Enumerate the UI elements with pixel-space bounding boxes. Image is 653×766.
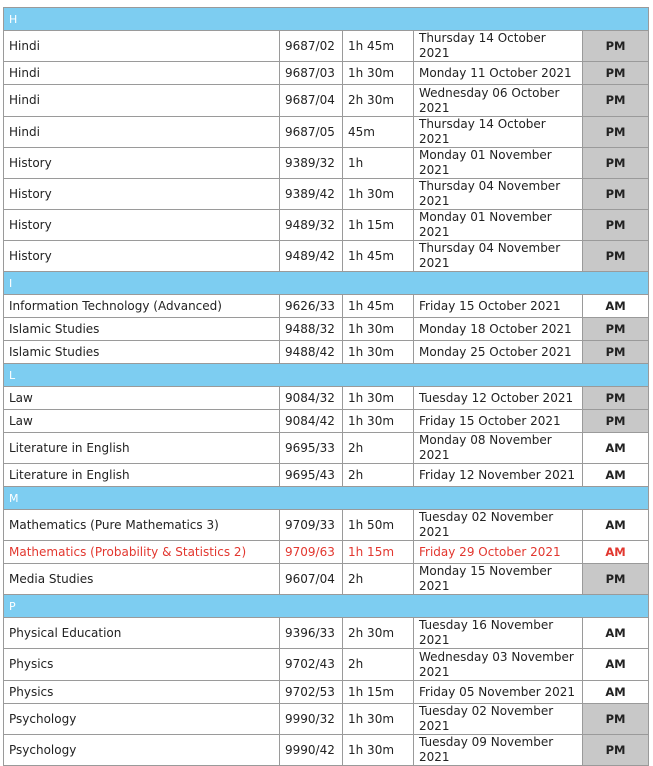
table-row <box>4 85 649 117</box>
subject-cell: Information Technology (Advanced) <box>4 295 280 318</box>
table-row <box>4 341 649 364</box>
duration-cell: 1h <box>343 148 414 179</box>
session-cell: AM <box>583 681 649 704</box>
duration-cell: 2h <box>343 564 414 595</box>
session-cell: PM <box>583 210 649 241</box>
subject-cell: Physics <box>4 649 280 681</box>
session-cell: PM <box>583 241 649 272</box>
duration-cell: 1h 15m <box>343 681 414 704</box>
duration-cell: 1h 45m <box>343 31 414 62</box>
session-cell: AM <box>583 649 649 681</box>
session-cell: PM <box>583 704 649 735</box>
duration-cell: 1h 15m <box>343 210 414 241</box>
code-cell: 9695/33 <box>280 433 343 464</box>
session-cell: AM <box>583 464 649 487</box>
table-row <box>4 148 649 179</box>
exam-timetable <box>3 7 649 766</box>
code-cell: 9702/43 <box>280 649 343 681</box>
table-row <box>4 387 649 410</box>
subject-cell: Mathematics (Pure Mathematics 3) <box>4 510 280 541</box>
subject-cell: History <box>4 179 280 210</box>
table-row <box>4 618 649 649</box>
code-cell: 9702/53 <box>280 681 343 704</box>
letter-header-row <box>4 8 649 31</box>
session-cell: AM <box>583 618 649 649</box>
date-cell: Friday 15 October 2021 <box>414 295 583 318</box>
date-cell: Tuesday 02 November 2021 <box>414 510 583 541</box>
session-cell: AM <box>583 541 649 564</box>
duration-cell: 2h <box>343 649 414 681</box>
duration-cell: 1h 15m <box>343 541 414 564</box>
duration-cell: 1h 30m <box>343 179 414 210</box>
code-cell: 9626/33 <box>280 295 343 318</box>
subject-cell: History <box>4 210 280 241</box>
session-cell: PM <box>583 148 649 179</box>
session-cell: PM <box>583 410 649 433</box>
code-cell: 9709/33 <box>280 510 343 541</box>
date-cell: Wednesday 06 October 2021 <box>414 85 583 117</box>
duration-cell: 1h 30m <box>343 410 414 433</box>
date-cell: Tuesday 02 November 2021 <box>414 704 583 735</box>
subject-cell: Media Studies <box>4 564 280 595</box>
date-cell: Wednesday 03 November 2021 <box>414 649 583 681</box>
duration-cell: 1h 30m <box>343 62 414 85</box>
duration-cell: 1h 30m <box>343 704 414 735</box>
date-cell: Monday 18 October 2021 <box>414 318 583 341</box>
subject-cell: Physical Education <box>4 618 280 649</box>
table-row <box>4 179 649 210</box>
code-cell: 9084/32 <box>280 387 343 410</box>
date-cell: Friday 12 November 2021 <box>414 464 583 487</box>
letter-header-row <box>4 487 649 510</box>
table-row <box>4 704 649 735</box>
date-cell: Monday 01 November 2021 <box>414 210 583 241</box>
subject-cell: Hindi <box>4 117 280 148</box>
table-row <box>4 31 649 62</box>
code-cell: 9489/42 <box>280 241 343 272</box>
section-letter: M <box>4 487 649 510</box>
code-cell: 9687/04 <box>280 85 343 117</box>
table-row <box>4 735 649 766</box>
date-cell: Tuesday 16 November 2021 <box>414 618 583 649</box>
section-letter: P <box>4 595 649 618</box>
session-cell: PM <box>583 564 649 595</box>
session-cell: PM <box>583 62 649 85</box>
duration-cell: 2h <box>343 433 414 464</box>
date-cell: Thursday 04 November 2021 <box>414 241 583 272</box>
subject-cell: Literature in English <box>4 433 280 464</box>
table-row <box>4 649 649 681</box>
code-cell: 9687/05 <box>280 117 343 148</box>
table-row <box>4 410 649 433</box>
section-letter: H <box>4 8 649 31</box>
table-row <box>4 62 649 85</box>
subject-cell: Literature in English <box>4 464 280 487</box>
code-cell: 9607/04 <box>280 564 343 595</box>
date-cell: Friday 29 October 2021 <box>414 541 583 564</box>
subject-cell: Islamic Studies <box>4 341 280 364</box>
session-cell: PM <box>583 85 649 117</box>
duration-cell: 1h 45m <box>343 295 414 318</box>
subject-cell: Hindi <box>4 31 280 62</box>
session-cell: PM <box>583 318 649 341</box>
session-cell: PM <box>583 341 649 364</box>
subject-cell: Islamic Studies <box>4 318 280 341</box>
date-cell: Tuesday 12 October 2021 <box>414 387 583 410</box>
table-row <box>4 117 649 148</box>
date-cell: Thursday 14 October 2021 <box>414 31 583 62</box>
session-cell: PM <box>583 735 649 766</box>
duration-cell: 1h 45m <box>343 241 414 272</box>
code-cell: 9709/63 <box>280 541 343 564</box>
table-row <box>4 564 649 595</box>
section-letter: I <box>4 272 649 295</box>
table-row <box>4 210 649 241</box>
subject-cell: Mathematics (Probability & Statistics 2) <box>4 541 280 564</box>
duration-cell: 2h <box>343 464 414 487</box>
duration-cell: 1h 30m <box>343 318 414 341</box>
code-cell: 9389/32 <box>280 148 343 179</box>
session-cell: PM <box>583 179 649 210</box>
date-cell: Monday 11 October 2021 <box>414 62 583 85</box>
subject-cell: Psychology <box>4 735 280 766</box>
timetable-body <box>4 8 649 766</box>
duration-cell: 1h 30m <box>343 387 414 410</box>
date-cell: Friday 15 October 2021 <box>414 410 583 433</box>
date-cell: Tuesday 09 November 2021 <box>414 735 583 766</box>
letter-header-row <box>4 364 649 387</box>
session-cell: AM <box>583 295 649 318</box>
subject-cell: History <box>4 148 280 179</box>
date-cell: Monday 15 November 2021 <box>414 564 583 595</box>
code-cell: 9990/42 <box>280 735 343 766</box>
duration-cell: 1h 50m <box>343 510 414 541</box>
table-row <box>4 464 649 487</box>
session-cell: PM <box>583 117 649 148</box>
subject-cell: Law <box>4 387 280 410</box>
code-cell: 9084/42 <box>280 410 343 433</box>
code-cell: 9389/42 <box>280 179 343 210</box>
table-row <box>4 433 649 464</box>
duration-cell: 2h 30m <box>343 618 414 649</box>
table-row <box>4 241 649 272</box>
letter-header-row <box>4 272 649 295</box>
date-cell: Monday 01 November 2021 <box>414 148 583 179</box>
code-cell: 9687/03 <box>280 62 343 85</box>
code-cell: 9687/02 <box>280 31 343 62</box>
letter-header-row <box>4 595 649 618</box>
date-cell: Monday 08 November 2021 <box>414 433 583 464</box>
code-cell: 9396/33 <box>280 618 343 649</box>
code-cell: 9990/32 <box>280 704 343 735</box>
session-cell: PM <box>583 387 649 410</box>
duration-cell: 1h 30m <box>343 735 414 766</box>
section-letter: L <box>4 364 649 387</box>
duration-cell: 45m <box>343 117 414 148</box>
date-cell: Monday 25 October 2021 <box>414 341 583 364</box>
code-cell: 9488/42 <box>280 341 343 364</box>
code-cell: 9489/32 <box>280 210 343 241</box>
subject-cell: Hindi <box>4 62 280 85</box>
table-row <box>4 681 649 704</box>
table-row <box>4 510 649 541</box>
subject-cell: Law <box>4 410 280 433</box>
date-cell: Thursday 04 November 2021 <box>414 179 583 210</box>
subject-cell: History <box>4 241 280 272</box>
session-cell: PM <box>583 31 649 62</box>
subject-cell: Psychology <box>4 704 280 735</box>
duration-cell: 2h 30m <box>343 85 414 117</box>
session-cell: AM <box>583 433 649 464</box>
code-cell: 9488/32 <box>280 318 343 341</box>
subject-cell: Physics <box>4 681 280 704</box>
table-row <box>4 318 649 341</box>
table-row <box>4 541 649 564</box>
table-row <box>4 295 649 318</box>
session-cell: AM <box>583 510 649 541</box>
date-cell: Friday 05 November 2021 <box>414 681 583 704</box>
date-cell: Thursday 14 October 2021 <box>414 117 583 148</box>
code-cell: 9695/43 <box>280 464 343 487</box>
duration-cell: 1h 30m <box>343 341 414 364</box>
subject-cell: Hindi <box>4 85 280 117</box>
